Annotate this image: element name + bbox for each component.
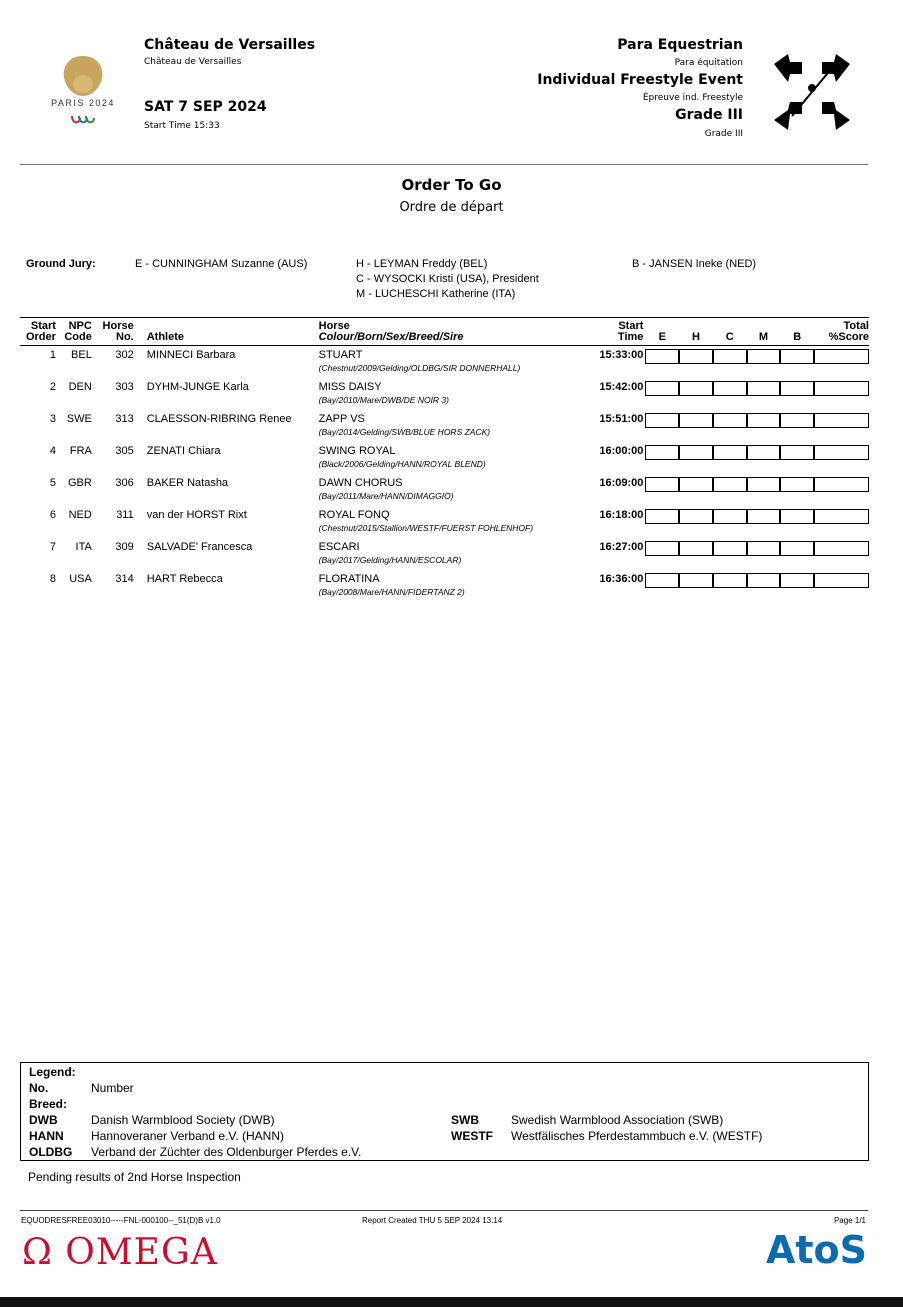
legend-breed-title: Breed: [29,1097,68,1111]
score-box-total [814,378,869,410]
score-field-c [713,445,747,460]
horse-number: 314 [115,573,134,585]
score-field-h [679,541,713,556]
score-box-total [814,474,869,506]
agitos-icon [68,112,98,126]
legend-oldbg-key: OLDBG [29,1145,73,1159]
score-box-m [747,410,781,442]
score-field-h [679,573,713,588]
score-field-m [747,509,781,524]
table-row [20,346,869,379]
score-field-e [645,573,679,588]
score-box-m [747,378,781,410]
score-field-m [747,381,781,396]
horse-name: ESCARI [318,541,360,553]
score-box-total [814,538,869,570]
horse-number: 309 [115,541,134,553]
horse-number: 302 [115,349,134,361]
score-box-h [679,378,713,410]
score-box-c [713,378,747,410]
athlete-name: DYHM-JUNGE Karla [146,381,249,393]
horse-name: DAWN CHORUS [318,477,403,489]
score-field-h [679,349,713,364]
score-box-total [814,346,869,379]
score-field-b [780,477,814,492]
score-field-total [814,413,869,428]
event-name: Individual Freestyle Event [537,72,743,88]
col-start-order: Start Order [25,320,56,343]
report-created: Report Created THU 5 SEP 2024 13:14 [362,1216,503,1225]
horse-details: (Chestnut/2009/Gelding/OLDBG/SIR DONNERHALL) [318,363,521,373]
npc-code: ITA [75,541,92,553]
score-box-b [780,538,814,570]
score-field-e [645,509,679,524]
ground-jury-label: Ground Jury: [26,258,96,270]
legend-title: Legend: [29,1065,76,1079]
horse-number: 306 [115,477,134,489]
legend-westf-key: WESTF [451,1129,493,1143]
table-row [20,410,869,442]
col-judge-b: B [793,331,802,343]
score-box-e [645,538,679,570]
athlete-name: CLAESSON-RIBRING Renee [146,413,292,425]
score-field-e [645,541,679,556]
athlete-name: van der HORST Rixt [146,509,247,521]
start-time-value: 16:27:00 [599,541,644,553]
score-box-h [679,474,713,506]
horse-cell [319,378,600,410]
horse-number: 303 [115,381,134,393]
score-field-c [713,541,747,556]
score-field-total [814,349,869,364]
col-athlete: Athlete [146,331,185,343]
score-field-total [814,573,869,588]
score-field-m [747,573,781,588]
score-field-m [747,349,781,364]
score-box-m [747,506,781,538]
score-field-h [679,477,713,492]
start-time: Start Time 15:33 [144,121,220,131]
horse-details: (Chestnut/2015/Stallion/WESTF/FUERST FOHLENHOF) [318,523,534,533]
horse-details: (Bay/2008/Mare/HANN/FIDERTANZ 2) [318,587,465,597]
header-divider [20,164,868,165]
score-field-total [814,541,869,556]
horse-details: (Black/2006/Gelding/HANN/ROYAL BLEND) [318,459,486,469]
horse-details: (Bay/2010/Mare/DWB/DE NOIR 3) [318,395,449,405]
start-time-value: 16:00:00 [599,445,644,457]
para-equestrian-pictogram-icon [768,50,856,134]
score-box-b [780,474,814,506]
score-box-h [679,346,713,379]
col-start-time: Start Time [617,320,644,343]
page-subtitle: Ordre de départ [399,200,504,215]
score-field-e [645,349,679,364]
table-row [20,474,869,506]
score-box-h [679,570,713,602]
legend-no-key: No. [29,1081,49,1095]
table-row [20,442,869,474]
score-field-h [679,509,713,524]
score-field-c [713,413,747,428]
score-field-b [780,381,814,396]
start-order: 2 [49,381,56,393]
score-field-h [679,445,713,460]
score-field-total [814,477,869,492]
footer-divider [20,1210,868,1211]
col-judge-e: E [658,331,666,343]
table-row [20,506,869,538]
bottom-bar [0,1297,903,1307]
emblem-text: PARIS 2024 [51,98,115,108]
score-field-e [645,381,679,396]
start-order: 4 [49,445,56,457]
score-box-e [645,442,679,474]
venue-name-fr: Château de Versailles [144,57,242,67]
horse-details: (Bay/2011/Mare/HANN/DIMAGGIO) [318,491,454,501]
event-name-fr: Épreuve ind. Freestyle [642,93,743,103]
omega-logo: Ω OMEGA [22,1232,218,1273]
score-box-h [679,506,713,538]
score-field-c [713,573,747,588]
score-field-c [713,381,747,396]
score-field-total [814,381,869,396]
horse-cell [319,570,600,602]
grade-name: Grade III [675,107,743,123]
score-field-m [747,413,781,428]
score-field-c [713,477,747,492]
score-box-h [679,538,713,570]
score-box-c [713,474,747,506]
legend-swb-key: SWB [451,1113,479,1127]
score-field-b [780,509,814,524]
legend-dwb-key: DWB [29,1113,58,1127]
col-judge-c: C [725,331,734,343]
athlete-name: MINNECI Barbara [146,349,236,361]
score-box-e [645,474,679,506]
start-time-value: 16:18:00 [599,509,644,521]
legend-oldbg-value: Verband der Züchter des Oldenburger Pferdes e.V. [91,1145,362,1159]
score-box-total [814,410,869,442]
pending-note: Pending results of 2nd Horse Inspection [28,1170,241,1184]
score-box-b [780,410,814,442]
score-field-total [814,445,869,460]
horse-cell [319,474,600,506]
score-field-e [645,477,679,492]
score-field-b [780,349,814,364]
start-order: 3 [49,413,56,425]
jury-h: H - LEYMAN Freddy (BEL) [356,258,488,270]
athlete-name: SALVADE' Francesca [146,541,253,553]
col-horse-no: Horse No. [102,320,134,343]
grade-name-fr: Grade III [704,129,743,139]
score-box-c [713,346,747,379]
legend-hann-value: Hannoveraner Verband e.V. (HANN) [91,1129,284,1143]
score-box-e [645,378,679,410]
horse-name: SWING ROYAL [318,445,396,457]
legend-hann-key: HANN [29,1129,64,1143]
jury-m: M - LUCHESCHI Katherine (ITA) [356,288,516,300]
sport-name-fr: Para équitation [674,58,743,68]
legend-dwb-value: Danish Warmblood Society (DWB) [91,1113,275,1127]
jury-b: B - JANSEN Ineke (NED) [632,258,757,270]
score-box-c [713,570,747,602]
start-time-value: 16:09:00 [599,477,644,489]
score-field-m [747,477,781,492]
col-npc-code: NPC Code [64,320,92,343]
score-box-m [747,570,781,602]
legend-westf-value: Westfälisches Pferdestammbuch e.V. (WESTF) [511,1129,763,1143]
score-field-b [780,573,814,588]
score-box-b [780,442,814,474]
atos-logo: AtoS [765,1228,867,1272]
npc-code: BEL [71,349,92,361]
col-total-score: Total %Score [828,320,869,343]
horse-cell [319,442,600,474]
paris-2024-paralympic-emblem [48,52,118,132]
score-field-m [747,445,781,460]
score-field-b [780,445,814,460]
score-field-total [814,509,869,524]
score-box-m [747,538,781,570]
score-box-b [780,346,814,379]
score-box-e [645,346,679,379]
score-field-b [780,413,814,428]
horse-details: (Bay/2017/Gelding/HANN/ESCOLAR) [318,555,462,565]
start-order: 1 [49,349,56,361]
score-field-m [747,541,781,556]
score-box-m [747,442,781,474]
score-box-b [780,570,814,602]
score-box-h [679,410,713,442]
score-field-b [780,541,814,556]
flame-icon [48,52,118,102]
score-box-h [679,442,713,474]
horse-cell [319,410,600,442]
score-field-c [713,349,747,364]
event-date: SAT 7 SEP 2024 [144,99,267,115]
jury-c: C - WYSOCKI Kristi (USA), President [356,273,539,285]
athlete-name: ZENATI Chiara [146,445,221,457]
horse-name: STUART [318,349,363,361]
npc-code: USA [69,573,92,585]
start-order: 5 [49,477,56,489]
horse-details: (Bay/2014/Gelding/SWB/BLUE HORS ZACK) [318,427,491,437]
score-box-b [780,506,814,538]
table-header-row [20,318,869,346]
jury-e: E - CUNNINGHAM Suzanne (AUS) [135,258,308,270]
score-box-e [645,506,679,538]
horse-cell [319,506,600,538]
legend-no-value: Number [91,1081,134,1095]
score-field-e [645,445,679,460]
document-code: EQUODRESFREE03010-----FNL-000100--_51(D)B v1.0 [21,1216,221,1225]
score-box-c [713,442,747,474]
npc-code: DEN [68,381,92,393]
horse-name: ROYAL FONQ [318,509,390,521]
horse-number: 311 [116,509,134,521]
legend-swb-value: Swedish Warmblood Association (SWB) [511,1113,724,1127]
col-judge-h: H [692,331,700,343]
legend-box [20,1062,869,1161]
venue-name: Château de Versailles [144,37,316,53]
score-box-m [747,474,781,506]
start-list-table [20,317,869,602]
start-time-value: 16:36:00 [599,573,644,585]
score-box-b [780,378,814,410]
start-order: 8 [49,573,56,585]
score-field-h [679,381,713,396]
score-box-c [713,538,747,570]
table-row [20,538,869,570]
score-box-total [814,570,869,602]
horse-number: 313 [115,413,134,425]
horse-name: ZAPP VS [318,413,365,425]
horse-cell [319,346,600,379]
horse-cell [319,538,600,570]
score-box-total [814,442,869,474]
score-box-c [713,506,747,538]
col-horse: Horse Colour/Born/Sex/Breed/Sire [318,320,464,343]
horse-name: MISS DAISY [318,381,382,393]
score-box-e [645,570,679,602]
page-number: Page 1/1 [833,1216,866,1225]
table-row [20,378,869,410]
horse-name: FLORATINA [318,573,380,585]
score-box-e [645,410,679,442]
page-title: Order To Go [401,176,502,194]
start-time-value: 15:51:00 [599,413,644,425]
start-order: 6 [49,509,56,521]
npc-code: GBR [68,477,92,489]
score-box-c [713,410,747,442]
start-time-value: 15:42:00 [599,381,644,393]
score-field-e [645,413,679,428]
table-row [20,570,869,602]
score-box-m [747,346,781,379]
score-field-h [679,413,713,428]
score-box-total [814,506,869,538]
horse-number: 305 [115,445,134,457]
start-time-value: 15:33:00 [599,349,644,361]
score-field-c [713,509,747,524]
npc-code: SWE [66,413,92,425]
start-order: 7 [49,541,56,553]
col-judge-m: M [758,331,769,343]
athlete-name: HART Rebecca [146,573,223,585]
sport-name: Para Equestrian [617,37,743,53]
npc-code: FRA [69,445,92,457]
athlete-name: BAKER Natasha [146,477,229,489]
npc-code: NED [68,509,92,521]
